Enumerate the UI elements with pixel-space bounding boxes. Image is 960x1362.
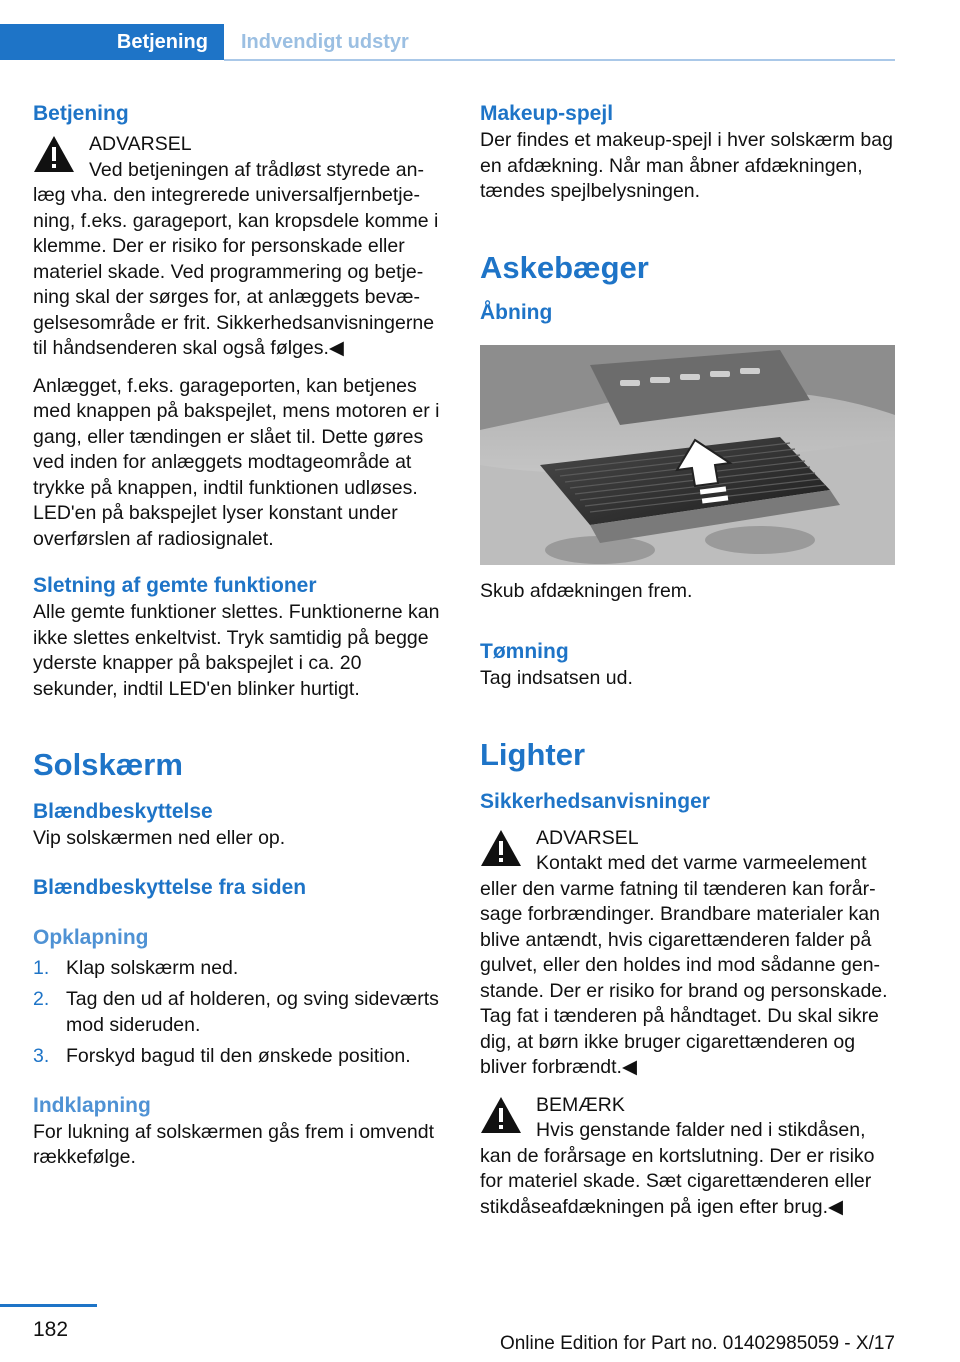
subheading-opklapning: Opklapning <box>33 925 149 949</box>
section-heading-makeup: Makeup-spejl <box>480 102 614 125</box>
warning-box <box>480 826 895 1081</box>
warning-triangle-icon <box>480 1095 522 1135</box>
tab-indvendigt-udstyr[interactable]: Indvendigt udstyr <box>241 30 409 53</box>
paragraph-blaendbeskyttelse: Vip solskærmen ned eller op. <box>33 827 286 849</box>
section-heading-blaendbeskyttelse: Blændbeskyttelse <box>33 800 213 823</box>
footer-rule <box>0 1304 97 1307</box>
tab-betjening[interactable]: Betjening <box>0 24 224 60</box>
steps-list <box>33 956 448 1070</box>
list-item <box>33 987 448 1038</box>
step-number: 3. <box>33 1045 50 1067</box>
paragraph-makeup: Der findes et makeup-spejl i hver solskærm bag en afdækning. Når man åbner afdækningen, tændes spejlbelysningen. <box>480 129 893 202</box>
warning-triangle-icon <box>480 828 522 868</box>
paragraph-sletning: Alle gemte funktioner slettes. Funktionerne kan ikke slettes enkeltvist. Tryk samtidig på begge yderste knapper på bakspejlet i ca. 20 sekunder, indtil LED'en blinker hurtigt. <box>33 601 440 700</box>
warning-text: Kontakt med det varme varmeelement eller den varme fatning til tænderen kan forårsage forbrændinger. Brandbare materialer kan blive antændt, hvis cigarettænderen falder på gulvet, eller den holdes ind mod sådanne genstande. Der er risiko for brand og personskade. Tag fat i tænderen på håndtaget. Du skal sikre dig, at børn ikke bruger cigarettænderen og bliver forbrændt.◀ <box>480 852 888 1078</box>
subheading-indklapning: Indklapning <box>33 1093 151 1117</box>
header-underline <box>224 59 895 61</box>
chapter-heading-lighter: Lighter <box>480 736 586 772</box>
warning-title: ADVARSEL <box>536 826 639 849</box>
list-item <box>33 1044 448 1070</box>
step-number: 2. <box>33 988 50 1010</box>
section-heading-betjening: Betjening <box>33 102 129 125</box>
paragraph-indklapning: For lukning af solskærmen gås frem i omvendt rækkefølge. <box>33 1120 434 1168</box>
section-heading-sletning: Sletning af gemte funktioner <box>33 574 317 597</box>
note-title: BEMÆRK <box>536 1093 625 1116</box>
page-header <box>0 0 895 62</box>
step-text: Forskyd bagud til den ønskede position. <box>66 1045 411 1067</box>
paragraph-tomning: Tag indsatsen ud. <box>480 667 633 689</box>
ashtray-photo <box>480 345 895 565</box>
left-column <box>33 100 448 1171</box>
step-text: Klap solskærm ned. <box>66 956 239 979</box>
edition-footer: Online Edition for Part no. 01402985059 - X/17 <box>499 1333 895 1354</box>
section-heading-sikkerhed: Sikkerhedsanvisninger <box>480 789 710 813</box>
note-box <box>480 1093 895 1221</box>
warning-title: ADVARSEL <box>89 133 192 155</box>
step-number: 1. <box>33 956 50 979</box>
page-number: 182 <box>33 1318 69 1341</box>
section-heading-blaend-side: Blændbeskyttelse fra siden <box>33 875 307 899</box>
chapter-heading-askebaeger: Askebæger <box>480 249 649 285</box>
note-text: Hvis genstande falder ned i stikdåsen, kan de forårsage en kortslutning. Der er risiko for materiel skade. Sæt cigarettænderen eller stikdåseafdækningen på igen efter brug.◀ <box>480 1119 875 1218</box>
chapter-heading-solskaerm: Solskærm <box>33 747 183 782</box>
section-heading-tomning: Tømning <box>480 640 569 663</box>
warning-triangle-icon <box>33 134 75 174</box>
right-column <box>480 100 895 1220</box>
photo-caption: Skub afdækningen frem. <box>480 579 693 602</box>
step-text: Tag den ud af holderen, og sving sideværts mod sideruden. <box>66 988 439 1036</box>
warning-text: Ved betjeningen af trådløst styrede anlæg vha. den integrerede universalfjernbetjening, f.eks. garageport, kan kropsdele komme i klemme. Der er risiko for personskade eller materiel skade. Ved programmering og betjening skal der sørges for, at anlæggets bevægelsesområde er frit. Sikkerhedsanvisningerne til håndsenderen skal også følges.◀ <box>33 158 439 359</box>
section-heading-abning: Åbning <box>480 300 553 324</box>
list-item <box>33 956 448 982</box>
paragraph-betjening: Anlægget, f.eks. garageporten, kan betjenes med knappen på bakspejlet, mens motoren er i gang, eller tændingen er slået til. Dette gøres ved inden for anlæggets modtageområde at trykke på knappen, indtil funktionen udløses. LED'en på bakspejlet lyser konstant under overførslen af radiosignalet. <box>33 374 440 550</box>
warning-box <box>33 132 448 362</box>
